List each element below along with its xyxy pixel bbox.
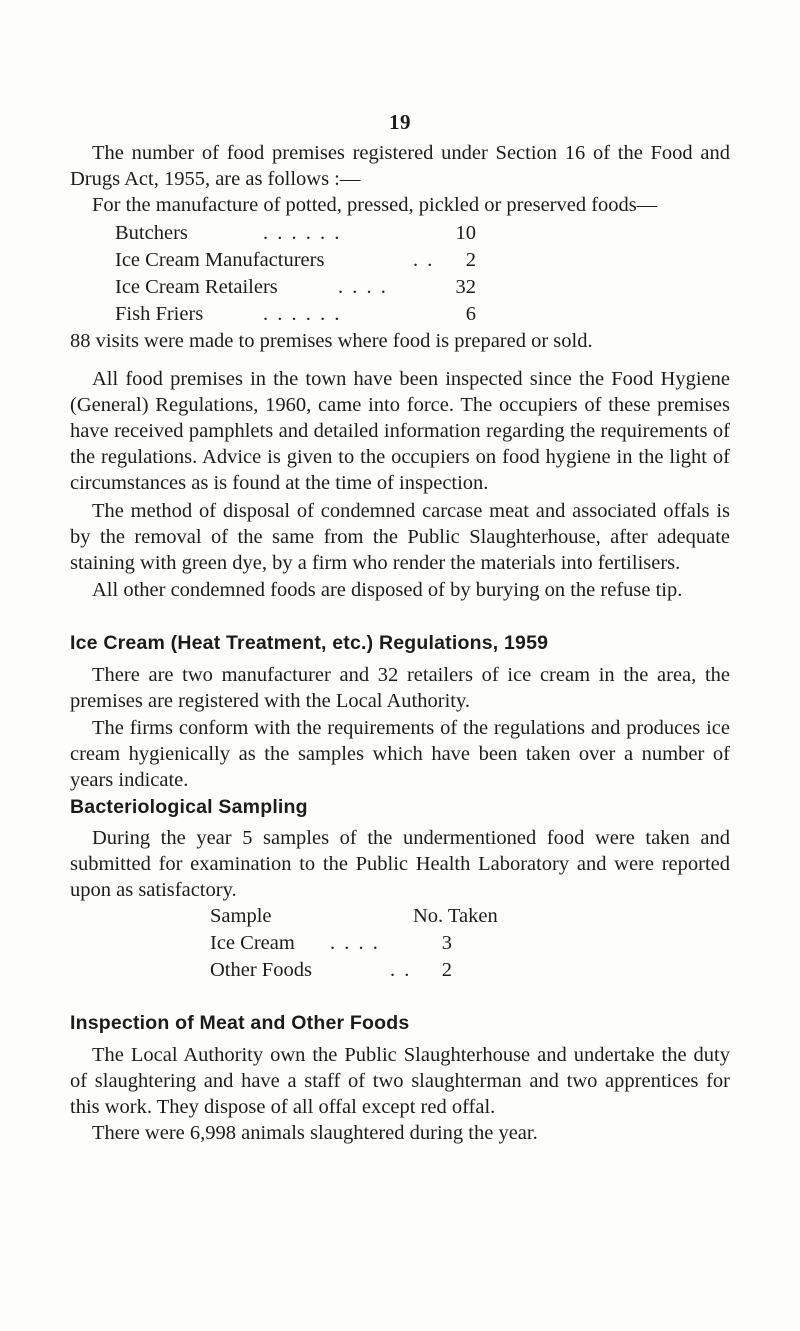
dot-leader: . . . . (338, 276, 388, 298)
list-item (115, 247, 535, 273)
sampling-paragraph: During the year 5 samples of the undermentioned food were taken and submitted for examination to the Public Health Laboratory and were reported upon as satisfactory. (70, 827, 730, 901)
disposal-paragraph: The method of disposal of condemned carcase meat and associated offals is by the removal of the same from the Public Slaughterhouse, after adequate staining with green dye, by a firm who render the materials into fertilisers. (70, 500, 730, 574)
dot-leader: . . . . (330, 932, 380, 954)
premises-label: Ice Cream Manufacturers (115, 249, 325, 271)
table-row (210, 957, 610, 983)
registration-paragraph: The number of food premises registered under Section 16 of the Food and Drugs Act, 1955, are as follows :— (70, 142, 730, 190)
list-item (115, 301, 535, 327)
premises-label: Butchers (115, 222, 188, 244)
premises-count: 32 (455, 276, 476, 298)
ice-cream-paragraph-2: The firms conform with the requirements of the regulations and produces ice cream hygienically as the samples which have been taken over a number of years indicate. (70, 717, 730, 791)
other-foods-disposal-paragraph: All other condemned foods are disposed of by burying on the refuse tip. (92, 579, 683, 601)
ice-cream-paragraph-1: There are two manufacturer and 32 retailers of ice cream in the area, the premises are registered with the Local Authority. (70, 664, 730, 712)
sample-name: Other Foods (210, 959, 312, 981)
dot-leader: . . . . . . (263, 222, 342, 244)
slaughterhouse-paragraph: The Local Authority own the Public Slaughterhouse and undertake the duty of slaughtering and have a staff of two slaughterman and two apprentices for this work. They dispose of all offal except red offal. (70, 1044, 730, 1118)
premises-label: Ice Cream Retailers (115, 276, 278, 298)
premises-label: Fish Friers (115, 303, 204, 325)
visits-line: 88 visits were made to premises where food is prepared or sold. (70, 330, 593, 352)
list-item (115, 274, 535, 300)
dot-leader: . . (413, 249, 435, 271)
table-header-row (210, 903, 610, 929)
sample-count: 2 (441, 959, 452, 981)
premises-count: 2 (465, 249, 476, 271)
hygiene-paragraph: All food premises in the town have been inspected since the Food Hygiene (General) Regulations, 1960, came into force. The occupiers of these premises have received pamphlets and detailed information regarding the requirements of the regulations. Advice is given to the occupiers on food hygiene in the light of circumstances as is found at the time of inspection. (70, 368, 730, 494)
table-row (210, 930, 610, 956)
column-header-sample: Sample (210, 905, 272, 927)
manufacture-lead: For the manufacture of potted, pressed, pickled or preserved foods— (92, 194, 658, 216)
sampling-heading: Bacteriological Sampling (70, 796, 308, 818)
ice-cream-heading: Ice Cream (Heat Treatment, etc.) Regulations, 1959 (70, 632, 549, 654)
page-number: 19 (389, 110, 411, 134)
premises-count: 6 (465, 303, 476, 325)
sample-count: 3 (441, 932, 452, 954)
meat-inspection-heading: Inspection of Meat and Other Foods (70, 1012, 410, 1034)
sample-name: Ice Cream (210, 932, 295, 954)
premises-count: 10 (455, 222, 476, 244)
list-item (115, 220, 535, 246)
column-header-no-taken: No. Taken (413, 905, 498, 927)
animals-slaughtered-line: There were 6,998 animals slaughtered during the year. (92, 1122, 538, 1144)
dot-leader: . . . . . . (263, 303, 342, 325)
dot-leader: . . (390, 959, 412, 981)
